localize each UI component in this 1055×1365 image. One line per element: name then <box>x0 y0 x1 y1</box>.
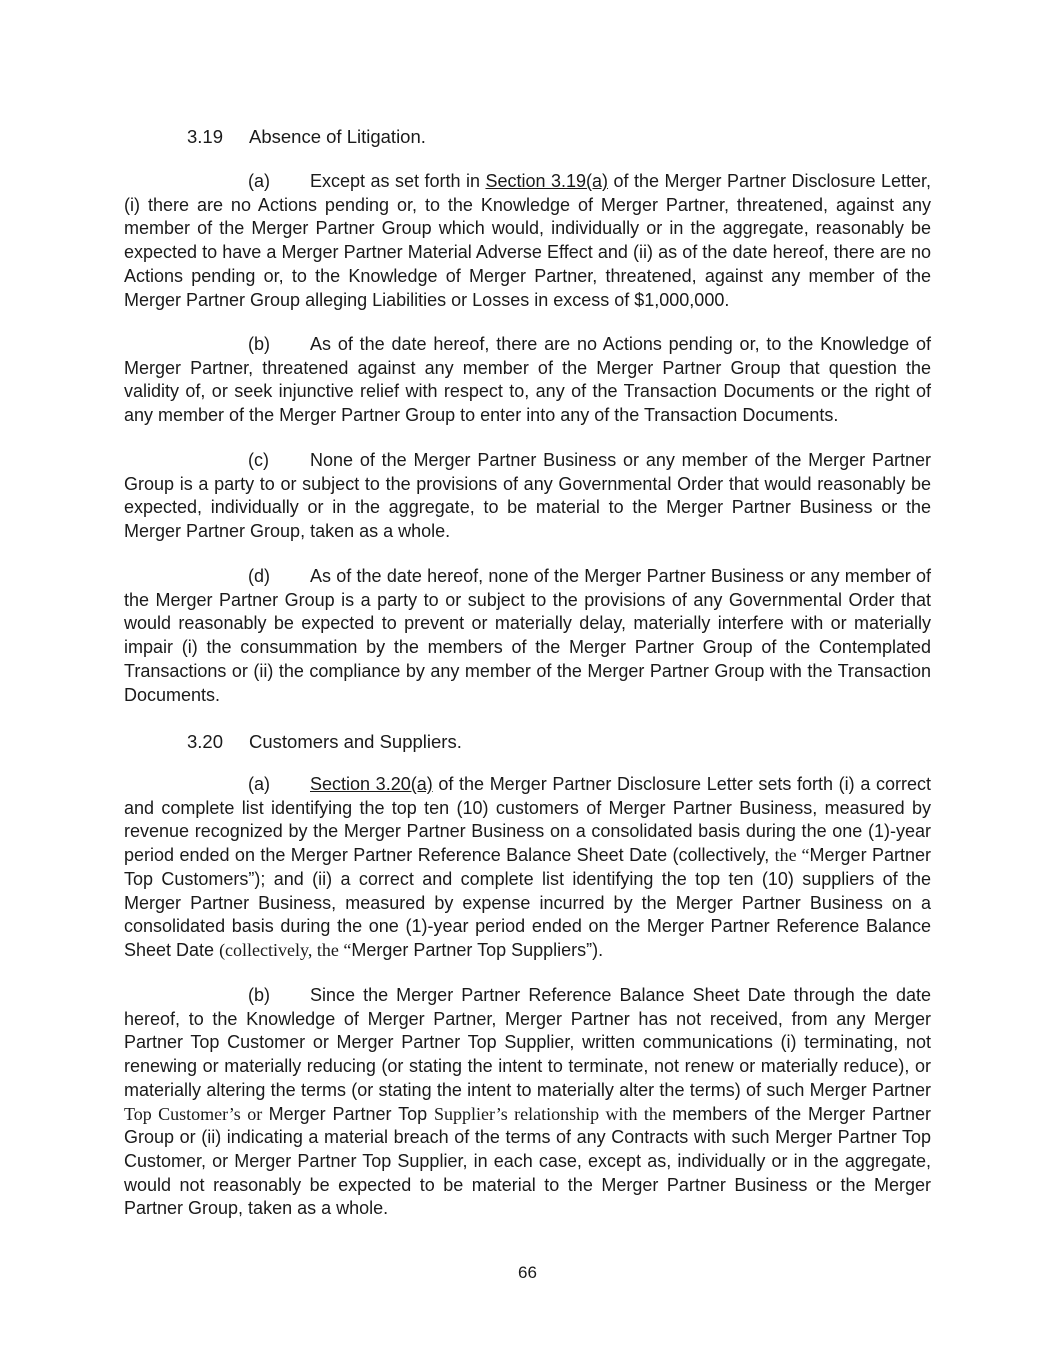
section-title: Customers and Suppliers. <box>249 731 462 752</box>
clause-label: (b) <box>248 334 270 354</box>
section-title: Absence of Litigation. <box>249 126 426 147</box>
page-number: 66 <box>518 1263 537 1282</box>
section-number: 3.20 <box>187 731 224 752</box>
defined-term: Merger Partner Top Customers <box>124 845 932 889</box>
section-reference: Section 3.19(a) <box>485 171 608 191</box>
section-3-19-c: (c) None of the Merger Partner Business or any member of the Merger Partner Group is a party to or subject to the provisions of any Governmental Order that would reasonably be expected, individually or in the aggregate, to be material to the Merger Partner Business or the Merger Partner Group, taken as a whole. <box>124 450 931 542</box>
section-3-20-b: (b) Since the Merger Partner Reference Balance Sheet Date through the date hereof, to the Knowledge of Merger Partner, Merger Partner has not received, from any Merger Partner Top Customer or Merger Partner Top Supplier, written communications (i) terminating, not renewing or materially reducing (or stating the intent to terminate, not renew or materially reduce), or materially altering the terms (or stating the intent to materially alter the terms) of such Merger Partner Top Customer’s or Merger Partner Top Supplier’s relationship with the members of the Merger Partner Group or (ii) indicating a material breach of the terms of any Contracts with such Merger Partner Top Customer, or Merger Partner Top Supplier, in each case, except as, individually or in the aggregate, would not reasonably be expected to be material to the Merger Partner Business or the Merger Partner Group, taken as a whole. <box>124 985 931 1219</box>
section-3-19-b: (b) As of the date hereof, there are no Actions pending or, to the Knowledge of Merger Partner, threatened against any member of the Merger Partner Group that question the validity of, or seek injunctive relief with respect to, any of the Transaction Documents or the right of any member of the Merger Partner Group to enter into any of the Transaction Documents. <box>124 334 931 426</box>
section-3-19-d: (d) As of the date hereof, none of the Merger Partner Business or any member of the Merger Partner Group is a party to or subject to the provisions of any Governmental Order that would reasonably be expected to prevent or materially delay, materially interfere with or materially impair (i) the consummation by the members of the Merger Partner Group of the Contemplated Transactions or (ii) the compliance by any member of the Merger Partner Group with the Transaction Documents. <box>124 566 931 705</box>
clause-label: (a) <box>248 774 270 794</box>
section-3-19-heading <box>187 125 426 149</box>
clause-label: (b) <box>248 985 270 1005</box>
section-3-20-a: (a) Section 3.20(a) of the Merger Partner Disclosure Letter sets forth (i) a correct and complete list identifying the top ten (10) customers of Merger Partner Business, measured by revenue recognized by the Merger Partner Business on a consolidated basis during the one (1)-year period ended on the Merger Partner Reference Balance Sheet Date (collectively, the “Merger Partner Top Customers”); and (ii) a correct and complete list identifying the top ten (10) suppliers of the Merger Partner Business, measured by expense incurred by the Merger Partner Business on a consolidated basis during the one (1)-year period ended on the Merger Partner Reference Balance Sheet Date (collectively, the “Merger Partner Top Suppliers”). <box>124 774 932 960</box>
section-3-19-a: (a) Except as set forth in Section 3.19(a) of the Merger Partner Disclosure Letter, (i) there are no Actions pending or, to the Knowledge of Merger Partner, threatened, against any member of the Merger Partner Group which would, individually or in the aggregate, reasonably be expected to have a Merger Partner Material Adverse Effect and (ii) as of the date hereof, there are no Actions pending or, to the Knowledge of Merger Partner, threatened, against any member of the Merger Partner Group alleging Liabilities or Losses in excess of $1,000,000. <box>124 171 931 310</box>
section-3-20-heading <box>187 730 462 754</box>
defined-term: Merger Partner Top Suppliers <box>351 939 587 960</box>
clause-label: (c) <box>248 450 269 470</box>
clause-label: (d) <box>248 566 270 586</box>
section-number: 3.19 <box>187 126 224 147</box>
clause-label: (a) <box>248 171 270 191</box>
section-reference: Section 3.20(a) <box>310 774 433 794</box>
